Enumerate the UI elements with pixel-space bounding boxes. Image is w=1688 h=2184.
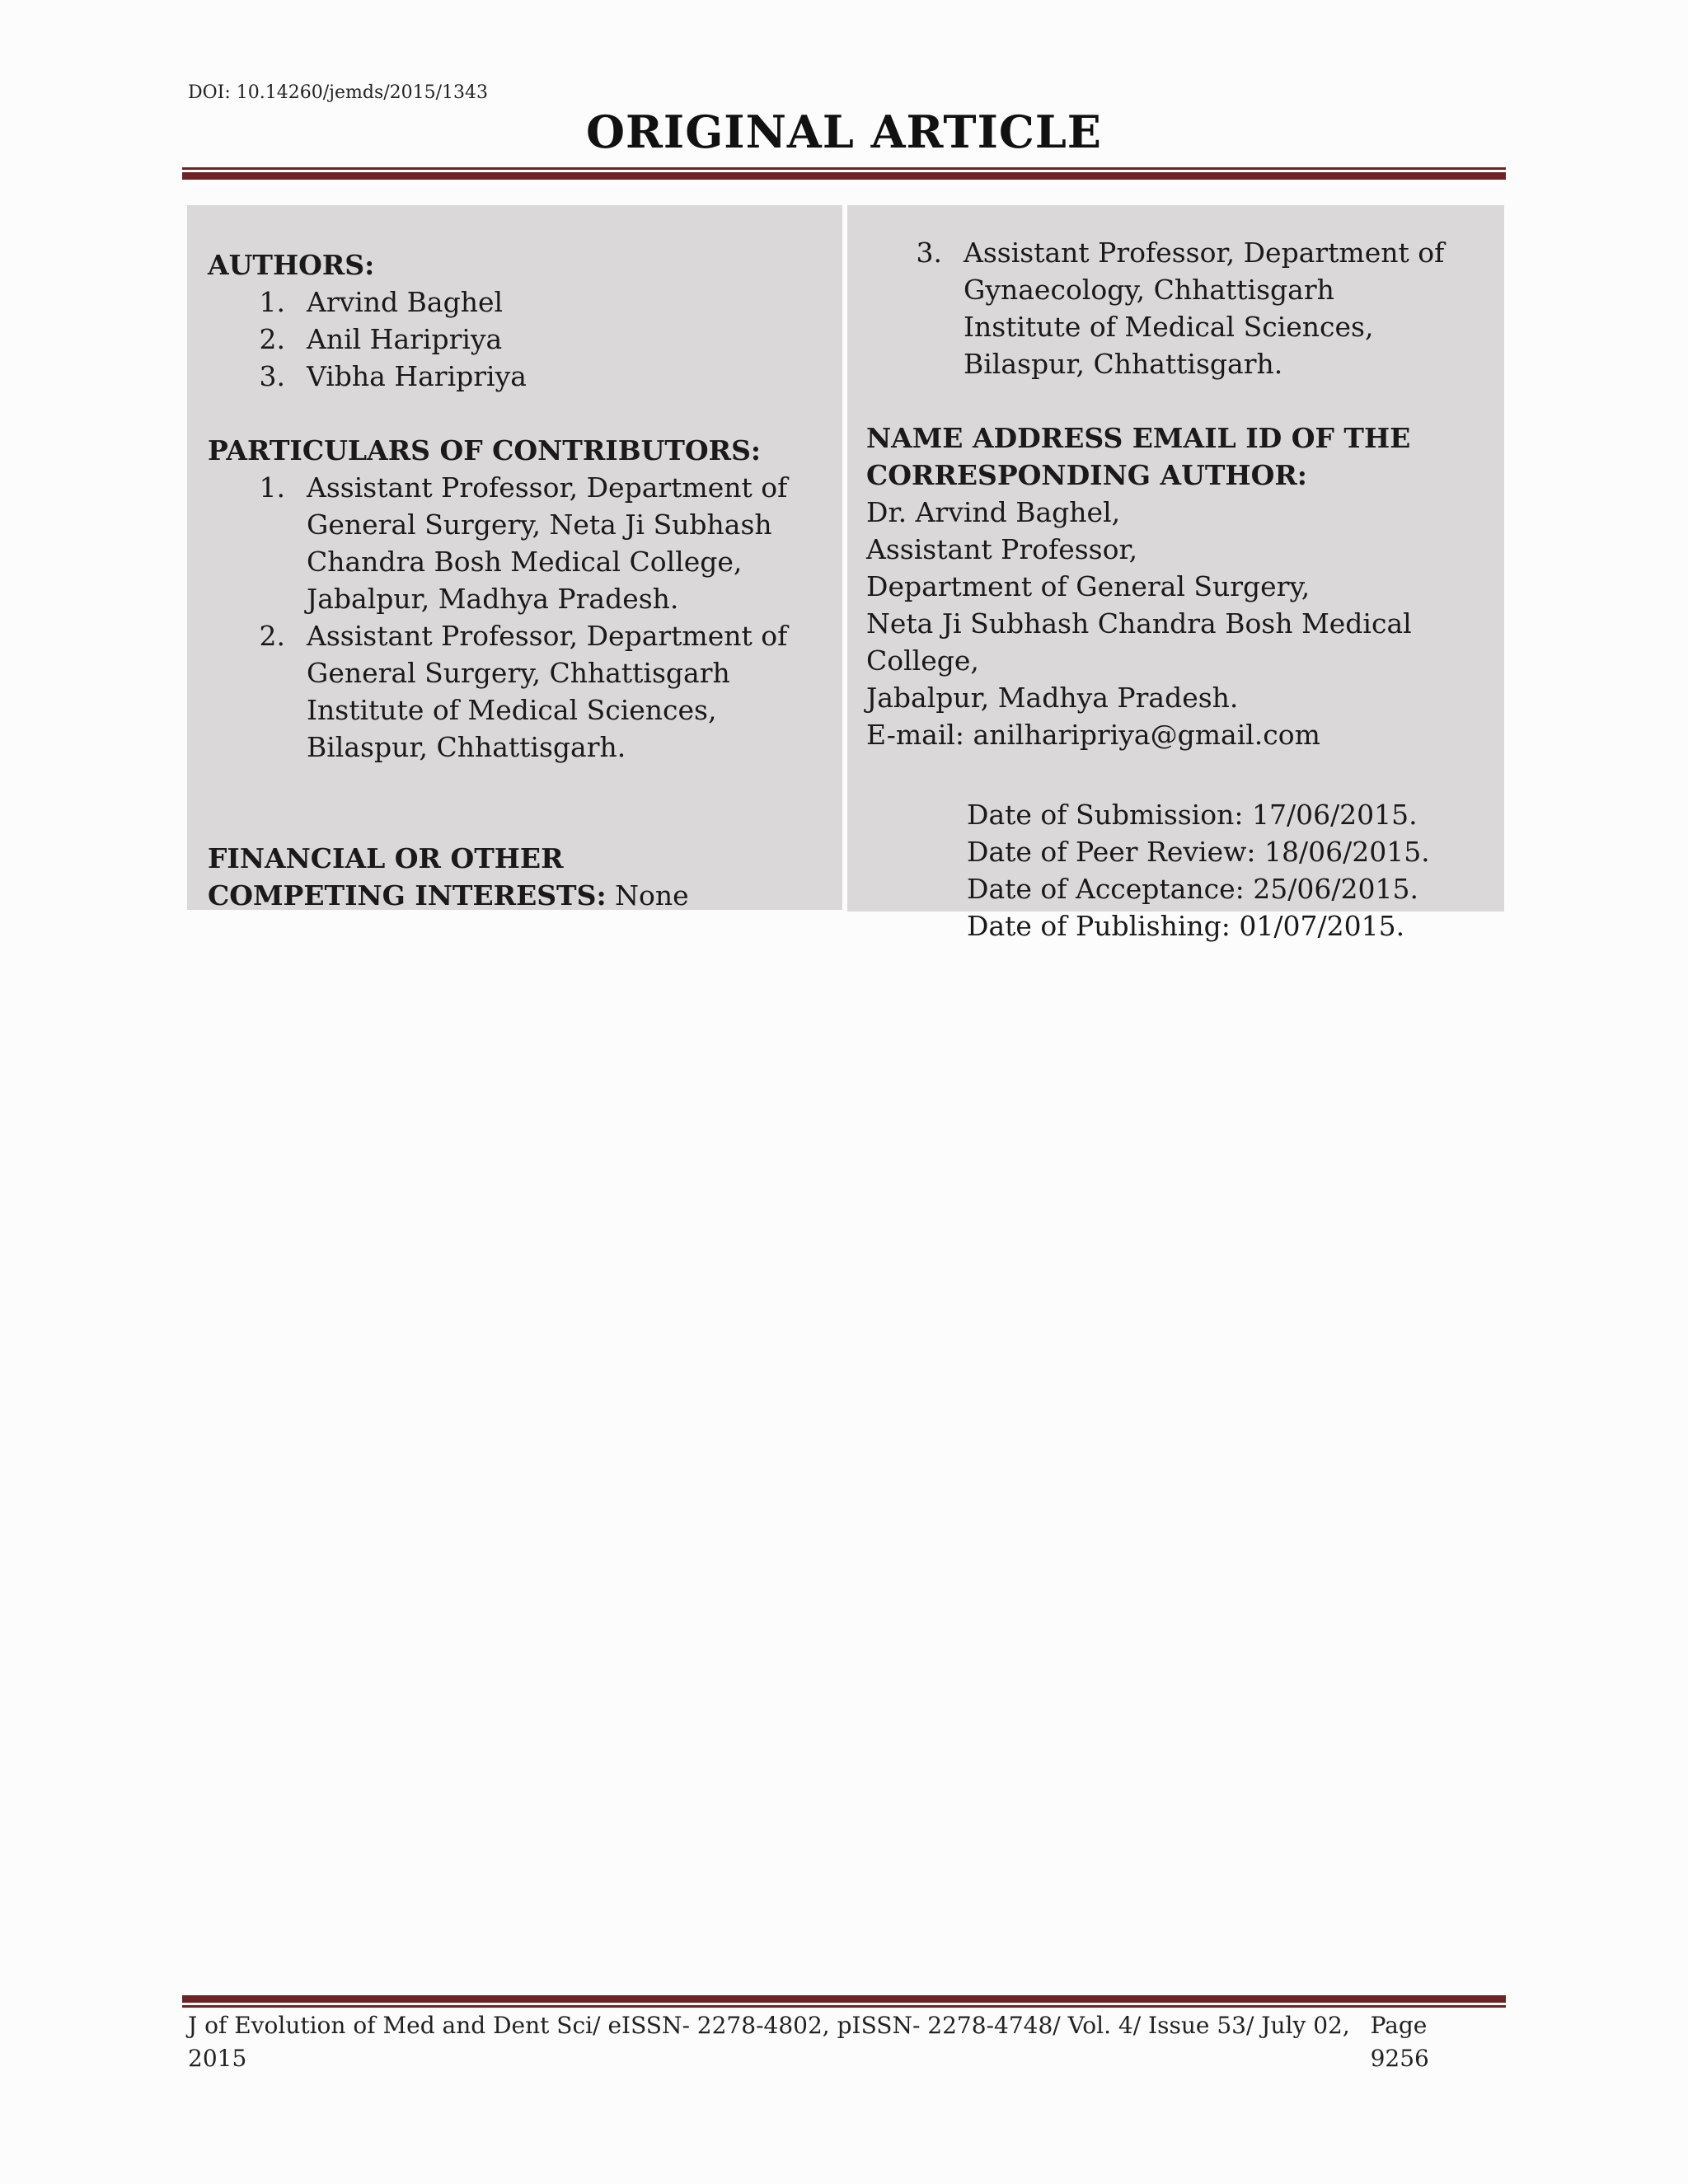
page-title: ORIGINAL ARTICLE bbox=[586, 105, 1102, 158]
authors-heading: AUTHORS: bbox=[208, 249, 375, 281]
corresponding-heading-line2: CORRESPONDING AUTHOR: bbox=[866, 459, 1307, 491]
page-number: Page 9256 bbox=[1370, 2012, 1429, 2072]
dates-block bbox=[967, 796, 1504, 944]
header-rule-thin bbox=[182, 167, 1506, 170]
footer-rule-thin bbox=[182, 2005, 1506, 2008]
competing-value: None bbox=[606, 879, 689, 912]
contributor-text: Assistant Professor, Department of Gynaecology, Chhattisgarh Institute of Medical Sciences, Bilaspur, Chhattisgarh. bbox=[964, 237, 1445, 380]
list-number: 1. bbox=[259, 471, 285, 504]
contributors-list-continued bbox=[866, 234, 1504, 382]
corresponding-address bbox=[866, 494, 1504, 753]
contributor-item bbox=[208, 617, 842, 766]
address-line: Jabalpur, Madhya Pradesh. bbox=[866, 682, 1239, 714]
list-number: 2. bbox=[259, 620, 285, 652]
competing-heading-line2: COMPETING INTERESTS: bbox=[208, 879, 607, 912]
address-line: Department of General Surgery, bbox=[866, 570, 1311, 602]
authors-list bbox=[208, 284, 842, 395]
journal-citation: J of Evolution of Med and Dent Sci/ eISSN- 2278-4802, pISSN- 2278-4748/ Vol. 4/ Issue 53/ July 02, 2015 bbox=[188, 2012, 1350, 2072]
address-line: Assistant Professor, bbox=[866, 533, 1138, 565]
right-info-box bbox=[847, 205, 1504, 942]
author-name: Arvind Baghel bbox=[307, 286, 504, 318]
author-item bbox=[208, 284, 842, 321]
contributor-text: Assistant Professor, Department of General Surgery, Chhattisgarh Institute of Medical Sciences, Bilaspur, Chhattisgarh. bbox=[307, 620, 788, 763]
list-number: 2. bbox=[259, 323, 285, 355]
author-item bbox=[208, 321, 842, 358]
corresponding-heading-line1: NAME ADDRESS EMAIL ID OF THE bbox=[866, 422, 1411, 454]
date-acceptance: Date of Acceptance: 25/06/2015. bbox=[967, 873, 1418, 905]
list-number: 3. bbox=[916, 237, 942, 269]
list-number: 3. bbox=[259, 360, 285, 392]
email-line: E-mail: anilharipriya@gmail.com bbox=[866, 719, 1320, 751]
contributor-text: Assistant Professor, Department of General Surgery, Neta Ji Subhash Chandra Bosh Medical College, Jabalpur, Madhya Pradesh. bbox=[307, 471, 788, 615]
left-info-box bbox=[187, 205, 842, 910]
list-number: 1. bbox=[259, 286, 285, 318]
date-submission: Date of Submission: 17/06/2015. bbox=[967, 799, 1418, 831]
contributors-heading: PARTICULARS OF CONTRIBUTORS: bbox=[208, 434, 762, 466]
contributors-list bbox=[208, 469, 842, 766]
footer-rule-thick bbox=[182, 1995, 1506, 2003]
doi-label: DOI: 10.14260/jemds/2015/1343 bbox=[188, 82, 489, 103]
author-name: Anil Haripriya bbox=[307, 323, 503, 355]
address-line: Dr. Arvind Baghel, bbox=[866, 496, 1121, 528]
date-publishing: Date of Publishing: 01/07/2015. bbox=[967, 910, 1405, 942]
contributor-item bbox=[866, 234, 1504, 382]
competing-heading-line1: FINANCIAL OR OTHER bbox=[208, 842, 564, 874]
contributor-item bbox=[208, 469, 842, 617]
address-line: Neta Ji Subhash Chandra Bosh Medical College, bbox=[866, 607, 1412, 677]
footer bbox=[188, 2009, 1490, 2075]
date-peer-review: Date of Peer Review: 18/06/2015. bbox=[967, 836, 1430, 868]
competing-interests-line bbox=[208, 877, 842, 914]
author-item bbox=[208, 358, 842, 395]
author-name: Vibha Haripriya bbox=[307, 360, 527, 392]
header-rule-thick bbox=[182, 172, 1506, 180]
